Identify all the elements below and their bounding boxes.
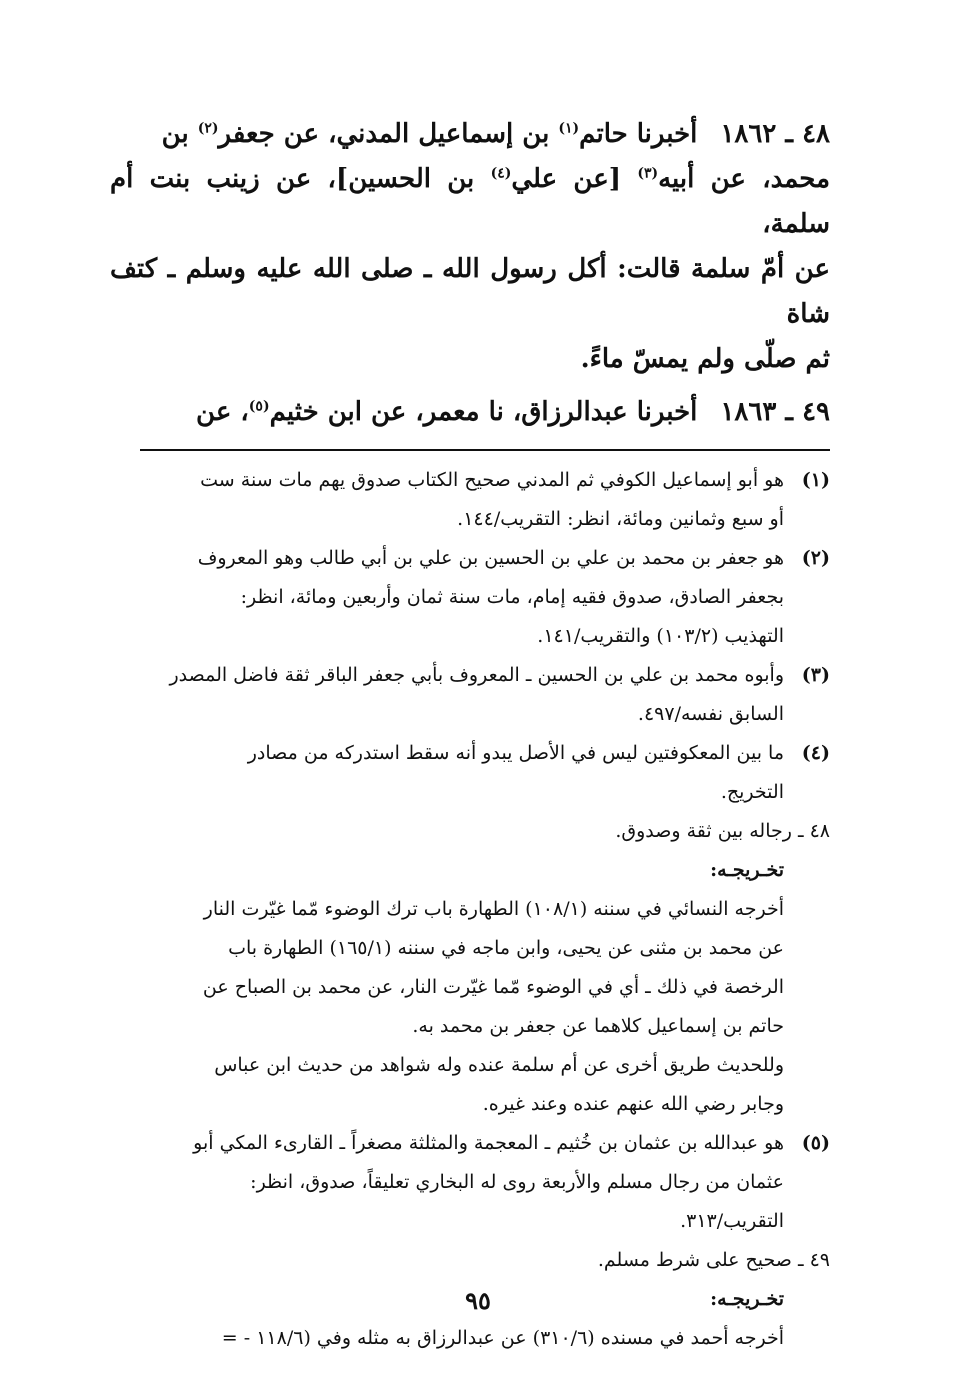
hadith-number: ٤٩ ـ ١٨٦٣ (720, 397, 830, 427)
footnote-5 (110, 1124, 830, 1241)
text-segment: بن الحسين]، عن زينب بنت أم سلمة، (110, 164, 830, 239)
hadith-1862 (110, 112, 830, 382)
main-text (110, 112, 830, 435)
footnote-2 (110, 539, 830, 656)
footnote-line: التهذيب (١٠٣/٢) والتقريب/١٤١. (537, 625, 784, 647)
takhrij-line: وجابر رضي الله عنهم عنده وعند غيره. (482, 1093, 784, 1115)
takhrij-line: الرخصة في ذلك ـ أي في الوضوء مّما غيّرت النار، عن محمد بن الصباح عن (202, 976, 784, 998)
footnote-mark: (٤) (801, 742, 830, 764)
footnote-4 (110, 734, 830, 812)
footnote-ref: (١) (558, 120, 580, 137)
text-segment: بن (161, 119, 198, 149)
takhrij-title: تخـريجـه: (710, 859, 784, 881)
text-segment: بن إسماعيل المدني، عن جعفر (218, 119, 559, 149)
grading-48 (110, 812, 830, 1124)
takhrij-line: أخرجه أحمد في مسنده (٣١٠/٦) عن عبدالرزاق به مثله وفي (١١٨/٦ - = (221, 1327, 784, 1349)
footnote-line: عثمان من رجال مسلم والأربعة روى له البخاري تعليقاً، صدوق، انظر: (250, 1171, 784, 1193)
footnote-3 (110, 656, 830, 734)
text-segment: أخبرنا عبدالرزاق، نا معمر، عن ابن خثيم (269, 397, 698, 427)
page-body (110, 112, 830, 1358)
footnote-separator (140, 449, 830, 451)
takhrij-line: حاتم بن إسماعيل كلاهما عن جعفر بن محمد به. (412, 1015, 784, 1037)
footnote-ref: (٤) (490, 165, 512, 182)
footnote-mark: (١) (801, 469, 830, 491)
footnote-mark: (٣) (801, 664, 830, 686)
footnote-line: هو عبدالله بن عثمان بن خُثيم ـ المعجمة والمثلثة مصغراً ـ القارىء المكي أبو (193, 1132, 784, 1154)
footnote-ref: (٢) (197, 120, 219, 137)
footnote-line: التقريب/٣١٣. (680, 1210, 784, 1232)
footnote-mark: (٥) (801, 1132, 830, 1154)
footnote-line: ما بين المعكوفتين ليس في الأصل يبدو أنه سقط استدركه من مصادر (247, 742, 784, 764)
hadith-number: ٤٨ ـ ١٨٦٢ (720, 119, 830, 149)
grading-text: ٤٩ ـ صحيح على شرط مسلم. (597, 1249, 830, 1271)
footnote-line: هو جعفر بن محمد بن علي بن الحسين بن علي بن أبي طالب وهو المعروف (197, 547, 784, 569)
text-segment: أخبرنا حاتم (579, 119, 698, 149)
footnote-line: وأبوه محمد بن علي بن الحسين ـ المعروف بأبي جعفر الباقر ثقة فاضل المصدر (169, 664, 784, 686)
footnote-line: التخريج. (720, 781, 784, 803)
footnote-line: السابق نفسه/٤٩٧. (637, 703, 784, 725)
footnote-line: هو أبو إسماعيل الكوفي ثم المدني صحيح الكتاب صدوق يهم مات سنة ست (200, 469, 784, 491)
footnote-ref: (٥) (248, 398, 270, 415)
text-segment: ، عن (196, 397, 249, 427)
footnote-mark: (٢) (801, 547, 830, 569)
text-segment: عن أمّ سلمة قالت: أكل رسول الله ـ صلى الله عليه وسلم ـ كتف شاة (110, 254, 830, 329)
takhrij-title: تخـريجـه: (710, 1288, 784, 1310)
text-segment: ثم صلّى ولم يمسّ ماءً. (580, 344, 830, 374)
text-segment: محمد، عن أبيه (658, 164, 831, 194)
page-number: ٩٥ (465, 1286, 491, 1315)
footnote-line: أو سبع وثمانين ومائة، انظر: التقريب/١٤٤. (457, 508, 784, 530)
takhrij-line: وللحديث طريق أخرى عن أم سلمة عنده وله شواهد من حديث ابن عباس (214, 1054, 784, 1076)
footnote-1 (110, 461, 830, 539)
grading-text: ٤٨ ـ رجاله بين ثقة وصدوق. (615, 820, 830, 842)
text-segment: [عن علي (511, 164, 638, 194)
takhrij-line: أخرجه النسائي في سننه (١٠٨/١) الطهارة باب ترك الوضوء مّما غيّرت النار (203, 898, 784, 920)
footnotes (110, 461, 830, 1358)
hadith-1863 (110, 390, 830, 435)
takhrij-line: عن محمد بن مثنى عن يحيى، وابن ماجه في سننه (١٦٥/١) الطهارة باب (228, 937, 784, 959)
footnote-ref: (٣) (637, 165, 659, 182)
footnote-line: بجعفر الصادق، صدوق فقيه إمام، مات سنة ثمان وأربعين ومائة، انظر: (240, 586, 784, 608)
